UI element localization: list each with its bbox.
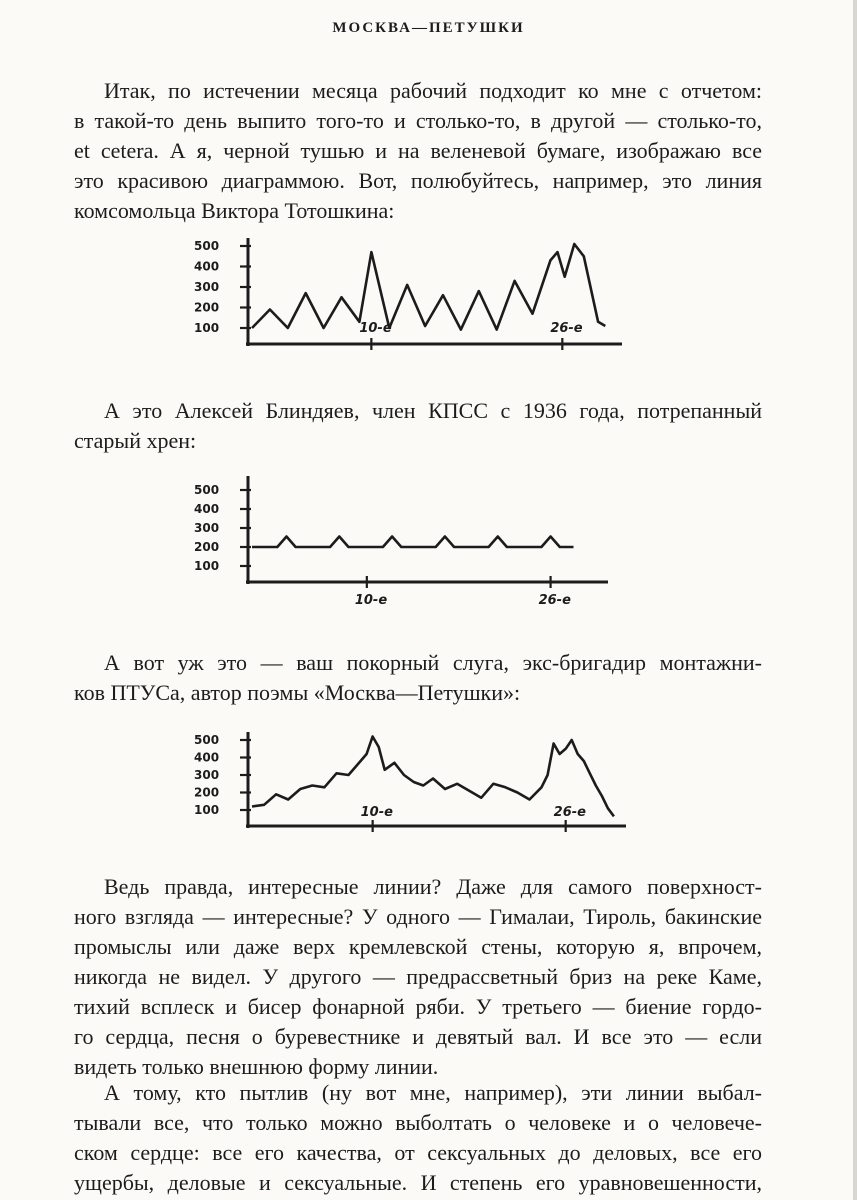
- paragraph-1: [74, 76, 762, 226]
- paragraph-5: [74, 1078, 762, 1198]
- paragraph-3: [74, 648, 762, 708]
- page-edge: [853, 0, 857, 1200]
- y-tick-label: 500: [194, 483, 220, 497]
- text-line: et cetera. А я, черной тушью и на веленевой бумаге, изображаю все: [74, 138, 762, 163]
- y-tick-label: 300: [194, 768, 220, 782]
- text-line: видеть только внешнюю форму линии.: [74, 1054, 439, 1079]
- text-line: ском сердце: все его качества, от сексуальных до деловых, все его: [74, 1140, 762, 1165]
- text-line: тывали все, что только можно выболтать о человеке и о человече-: [74, 1110, 762, 1135]
- x-marker-label: 10-е: [354, 593, 388, 608]
- text-line: это красивою диаграммою. Вот, полюбуйтесь, например, это линия: [74, 168, 762, 193]
- data-line: [252, 537, 574, 548]
- x-marker-label: 26-е: [550, 321, 583, 336]
- paragraph-2: [74, 396, 762, 456]
- y-tick-label: 400: [194, 502, 220, 516]
- text-line: ков ПТУСа, автор поэмы «Москва—Петушки»:: [74, 680, 521, 705]
- y-tick-label: 500: [194, 239, 220, 253]
- chart-totoshkin: [190, 232, 630, 362]
- running-head: МОСКВА—ПЕТУШКИ: [332, 20, 525, 36]
- x-marker-label: 10-е: [359, 321, 392, 336]
- text-line: комсомольца Виктора Тотошкина:: [74, 198, 395, 223]
- text-line: ущербы, деловые и сексуальные. И степень его уравновешенности,: [74, 1170, 762, 1195]
- text-line: го сердца, песня о буревестнике и девятый вал. И все это — если: [74, 1024, 762, 1049]
- paragraph-4: [74, 872, 762, 1082]
- text-line: А тому, кто пытлив (ну вот мне, например), эти линии выбал-: [104, 1080, 762, 1105]
- text-line: А вот уж это — ваш покорный слуга, экс-бригадир монтажни-: [104, 650, 762, 675]
- y-tick-label: 100: [194, 803, 220, 817]
- y-tick-label: 300: [194, 521, 220, 535]
- y-tick-label: 200: [194, 300, 220, 315]
- text-line: в такой-то день выпито того-то и столько-то, в другой — столько-то,: [74, 108, 762, 133]
- y-tick-label: 300: [194, 280, 220, 294]
- text-line: А это Алексей Блиндяев, член КПСС с 1936 года, потрепанный: [104, 398, 762, 423]
- text-line: никогда не видел. У другого — предрассветный бриз на реке Каме,: [74, 964, 762, 989]
- text-line: промыслы или даже верх кремлевской стены, которую я, впрочем,: [74, 934, 762, 959]
- text-line: ного взгляда — интересные? У одного — Гималаи, Тироль, бакинские: [74, 904, 762, 929]
- data-line: [252, 244, 605, 330]
- x-marker-label: 10-е: [360, 805, 393, 820]
- chart-blindyaev: [190, 470, 630, 620]
- chart-author: [190, 726, 635, 841]
- y-tick-label: 400: [194, 750, 220, 765]
- text-line: старый хрен:: [74, 428, 197, 453]
- y-tick-label: 200: [194, 540, 220, 554]
- y-tick-label: 100: [194, 321, 220, 335]
- y-tick-label: 400: [194, 259, 220, 274]
- x-marker-label: 26-е: [538, 593, 571, 608]
- text-line: Ведь правда, интересные линии? Даже для самого поверхност-: [104, 874, 762, 899]
- text-line: Итак, по истечении месяца рабочий подходит ко мне с отчетом:: [104, 78, 762, 103]
- y-tick-label: 200: [194, 785, 220, 800]
- x-marker-label: 26-е: [553, 805, 586, 820]
- y-tick-label: 100: [194, 559, 220, 573]
- text-line: тихий всплеск и бисер фонарной ряби. У третьего — биение гордо-: [74, 994, 762, 1019]
- y-tick-label: 500: [194, 733, 220, 747]
